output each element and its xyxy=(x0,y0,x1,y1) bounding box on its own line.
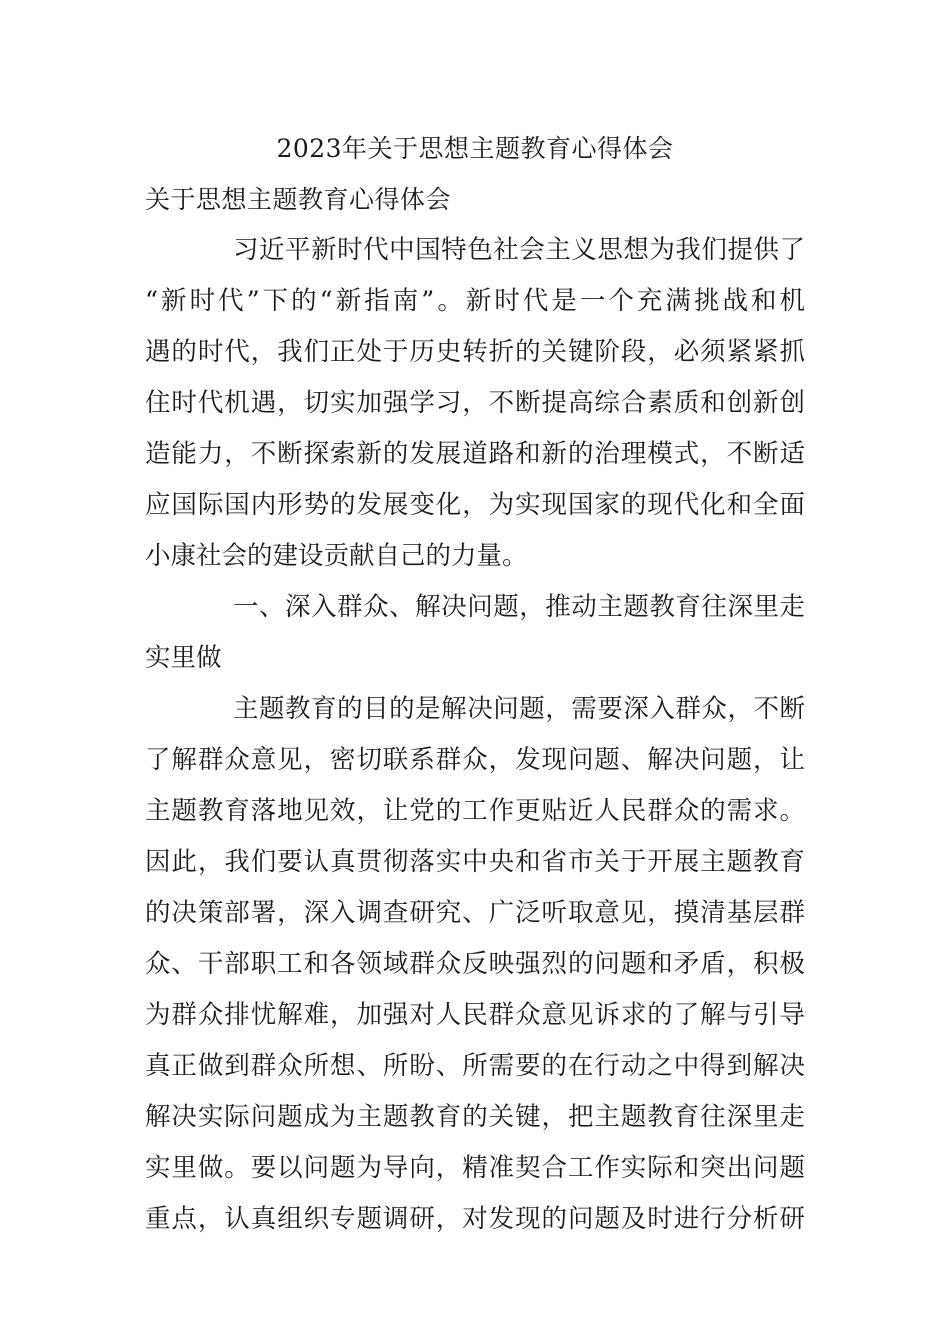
paragraph-line: 真正做到群众所想、所盼、所需要的在行动之中得到解决 xyxy=(145,1051,805,1081)
paragraph-line: 因此，我们要认真贯彻落实中央和省市关于开展主题教育 xyxy=(145,847,805,877)
paragraph-line: 为群众排忧解难，加强对人民群众意见诉求的了解与引导 xyxy=(145,1000,805,1030)
paragraph-line: 众、干部职工和各领域群众反映强烈的问题和矛盾，积极 xyxy=(145,949,805,979)
paragraph-line: 实里做。要以问题为导向，精准契合工作实际和突出问题 xyxy=(145,1153,805,1183)
paragraph-line: 小康社会的建设贡献自己的力量。 xyxy=(145,541,528,571)
paragraph-line: 了解群众意见，密切联系群众，发现问题、解决问题，让 xyxy=(145,745,805,775)
document-body xyxy=(145,230,805,1250)
paragraph-line: 习近平新时代中国特色社会主义思想为我们提供了 xyxy=(233,235,805,265)
paragraph-line: 住时代机遇，切实加强学习，不断提高综合素质和创新创 xyxy=(145,388,805,418)
paragraph-line: 的决策部署，深入调查研究、广泛听取意见，摸清基层群 xyxy=(145,898,805,928)
document-title: 2023年关于思想主题教育心得体会 xyxy=(276,134,674,163)
paragraph-line: “新时代”下的“新指南”。新时代是一个充满挑战和机 xyxy=(145,286,805,316)
paragraph-line: 重点，认真组织专题调研，对发现的问题及时进行分析研 xyxy=(145,1204,805,1234)
paragraph-line: 遇的时代，我们正处于历史转折的关键阶段，必须紧紧抓 xyxy=(145,337,805,367)
paragraph-line: 应国际国内形势的发展变化，为实现国家的现代化和全面 xyxy=(145,490,805,520)
document-subtitle: 关于思想主题教育心得体会 xyxy=(145,185,452,214)
section-heading-line: 实里做 xyxy=(145,643,222,673)
paragraph-line: 造能力，不断探索新的发展道路和新的治理模式，不断适 xyxy=(145,439,805,469)
paragraph-line: 解决实际问题成为主题教育的关键，把主题教育往深里走 xyxy=(145,1102,805,1132)
paragraph-line: 主题教育的目的是解决问题，需要深入群众，不断 xyxy=(233,694,805,724)
paragraph-line: 主题教育落地见效，让党的工作更贴近人民群众的需求。 xyxy=(145,796,805,826)
section-heading-line: 一、深入群众、解决问题，推动主题教育往深里走 xyxy=(233,592,805,622)
